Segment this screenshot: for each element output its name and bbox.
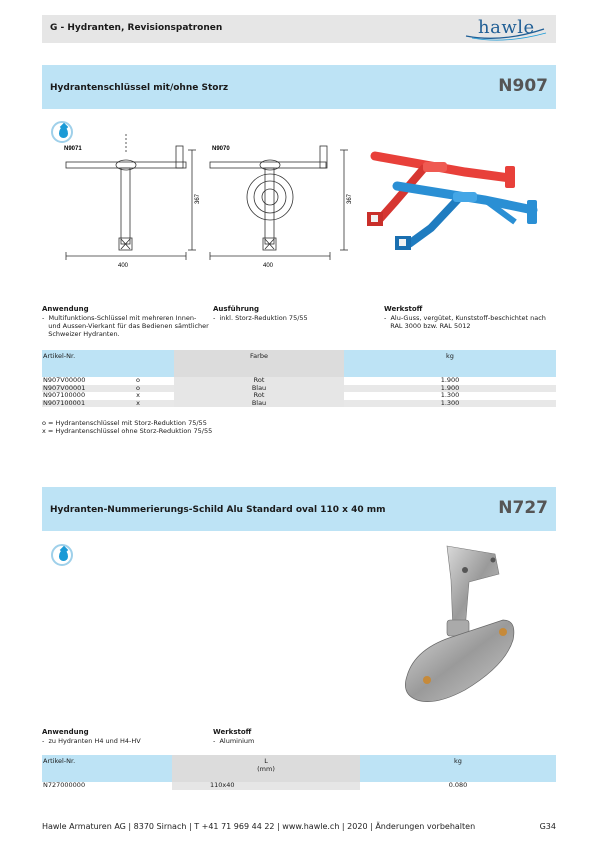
article-table-n907 <box>42 350 556 407</box>
info-werkstoff-n727 <box>213 728 373 745</box>
cell-l: 110x40 <box>172 782 360 790</box>
info-line: Schweizer Hydranten. <box>42 330 120 338</box>
info-werkstoff <box>384 305 554 330</box>
cell-farbe: Blau <box>174 400 344 408</box>
cell-kg: 1.300 <box>344 400 556 408</box>
cell-artikel: N907100000 <box>42 392 102 400</box>
table-header-row <box>42 350 556 377</box>
section-bar-n727 <box>42 487 556 531</box>
legend <box>42 419 212 435</box>
heading-anwendung: Anwendung <box>42 305 89 313</box>
heading-werkstoff: Werkstoff <box>384 305 423 313</box>
col-header-l <box>172 755 360 782</box>
section-code: N907 <box>498 76 548 96</box>
table-row <box>42 385 556 393</box>
col-header: kg <box>360 755 556 782</box>
section-bar-n907 <box>42 65 556 109</box>
dim-height-left: 367 <box>195 193 201 204</box>
section-title: Hydrantenschlüssel mit/ohne Storz <box>50 83 229 93</box>
drawing-label-right: N9070 <box>212 146 230 152</box>
cell-type: x <box>102 392 174 400</box>
info-anwendung <box>42 305 212 338</box>
info-ausfuehrung <box>213 305 373 322</box>
cell-type: o <box>102 385 174 393</box>
table-header-row <box>42 755 556 782</box>
left-key-shaft <box>121 168 130 244</box>
info-line: - zu Hydranten H4 und H4-HV <box>42 737 141 745</box>
section-code: N727 <box>498 498 548 518</box>
page-number: G34 <box>539 822 556 831</box>
heading-ausfuehrung: Ausführung <box>213 305 260 313</box>
section-title: Hydranten-Nummerierungs-Schild Alu Standard oval 110 x 40 mm <box>50 505 386 515</box>
water-drop-icon <box>51 544 73 566</box>
cell-kg: 1.900 <box>344 377 556 385</box>
info-anwendung-n727 <box>42 728 212 745</box>
col-header-l-label: L <box>264 757 268 765</box>
technical-drawing <box>60 140 353 275</box>
table-row <box>42 782 556 790</box>
table-row <box>42 377 556 385</box>
footer-text: Hawle Armaturen AG | 8370 Sirnach | T +41 71 969 44 22 | www.hawle.ch | 2020 | Änderungen vorbehalten <box>42 822 476 831</box>
col-header: Farbe <box>174 350 344 377</box>
page-header <box>42 15 556 43</box>
right-key-bar <box>210 162 326 168</box>
cell-artikel: N907V00001 <box>42 385 102 393</box>
col-header-l-unit: (mm) <box>257 765 275 773</box>
info-line: - Aluminium <box>213 737 255 745</box>
blue-key <box>395 186 537 250</box>
info-line: - inkl. Storz-Reduktion 75/55 <box>213 314 308 322</box>
cell-kg: 1.300 <box>344 392 556 400</box>
col-header: Artikel-Nr. <box>42 755 172 782</box>
cell-type: x <box>102 400 174 408</box>
cell-farbe: Blau <box>174 385 344 393</box>
cell-artikel: N907100001 <box>42 400 102 408</box>
heading-werkstoff: Werkstoff <box>213 728 252 736</box>
legend-item: o = Hydrantenschlüssel mit Storz-Reduktion 75/55 <box>42 419 207 427</box>
left-key-handle <box>176 146 183 168</box>
cell-artikel: N907V00000 <box>42 377 102 385</box>
sign-bracket-photo <box>395 540 520 720</box>
dim-width-left: 400 <box>118 263 129 269</box>
legend-item: x = Hydrantenschlüssel ohne Storz-Reduktion 75/55 <box>42 427 213 435</box>
col-header <box>102 350 174 377</box>
cell-type: o <box>102 377 174 385</box>
hydrant-keys-photo <box>365 142 555 267</box>
left-key-bar <box>66 162 186 168</box>
page-title: G - Hydranten, Revisionspatronen <box>50 23 223 33</box>
dim-width-right: 400 <box>263 263 274 269</box>
info-line: RAL 3000 bzw. RAL 5012 <box>384 322 471 330</box>
article-table-n727 <box>42 755 556 790</box>
table-row <box>42 400 556 408</box>
table-row <box>42 392 556 400</box>
logo-text: hawle <box>478 17 535 38</box>
hawle-logo <box>462 17 550 41</box>
col-header: Artikel-Nr. <box>42 350 102 377</box>
heading-anwendung: Anwendung <box>42 728 89 736</box>
cell-farbe: Rot <box>174 377 344 385</box>
col-header: kg <box>344 350 556 377</box>
cell-kg: 1.900 <box>344 385 556 393</box>
cell-kg: 0.080 <box>360 782 556 790</box>
info-line: - Alu-Guss, vergütet, Kunststoff-beschichtet nach <box>384 314 546 322</box>
info-line: - Multifunktions-Schlüssel mit mehreren Innen- <box>42 314 197 322</box>
drawing-label-left: N9071 <box>64 146 82 152</box>
cell-farbe: Rot <box>174 392 344 400</box>
cell-artikel: N727000000 <box>42 782 172 790</box>
info-line: und Aussen-Vierkant für das Bedienen sämtlicher <box>42 322 209 330</box>
dim-height-right: 367 <box>347 193 353 204</box>
